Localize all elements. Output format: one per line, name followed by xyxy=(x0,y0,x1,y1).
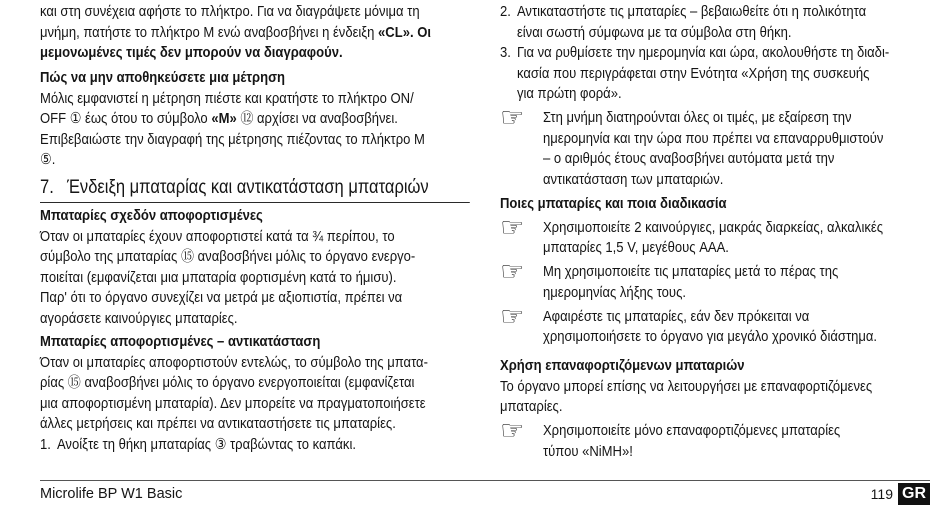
text-line: Επιβεβαιώστε την διαγραφή της μέτρησης πιέζοντας το πλήκτρο M xyxy=(40,130,425,148)
page-number: 119 xyxy=(870,486,893,502)
text-line: Αντικαταστήστε τις μπαταρίες – βεβαιωθείτε ότι η πολικότητα xyxy=(516,3,867,20)
text-line: Για να ρυθμίσετε την ημερομηνία και ώρα, ακολουθήστε τη διαδι- xyxy=(516,44,890,61)
subheading: Μπαταρίες αποφορτισμένες – αντικατάσταση xyxy=(40,333,321,350)
section-heading xyxy=(40,177,470,203)
text-line: τύπου «NiMH»! xyxy=(542,442,633,460)
numbered-step xyxy=(40,435,470,456)
paragraph xyxy=(40,227,470,330)
section-number: 7. xyxy=(40,176,54,198)
text-line: και στη συνέχεια αφήστε το πλήκτρο. Για να διαγράψετε μόνιμα τη xyxy=(40,3,420,20)
subheading: Πώς να μην αποθηκεύσετε μια μέτρηση xyxy=(40,69,285,86)
text-line: – ο αριθμός έτους αναβοσβήνει αυτόματα μετά την xyxy=(542,150,835,167)
paragraph xyxy=(40,353,470,435)
text-line: Ανοίξτε τη θήκη μπαταρίας ③ τραβώντας το καπάκι. xyxy=(56,435,356,453)
text-line: Μη χρησιμοποιείτε τις μπαταρίες μετά το πέρας της xyxy=(542,263,839,280)
note xyxy=(500,108,930,190)
text-line: ημερομηνίας λήξης τους. xyxy=(542,283,686,301)
step-number: 2. xyxy=(500,3,511,20)
footer-product-name: Microlife BP W1 Basic xyxy=(40,486,183,502)
note xyxy=(500,262,930,303)
paragraph xyxy=(40,2,470,64)
text-line: χρησιμοποιήσετε το όργανο για μεγάλο χρονικό διάστημα. xyxy=(542,328,878,345)
bold-text: μεμονωμένες τιμές δεν μπορούν να διαγραφούν. xyxy=(40,44,343,61)
right-text-column xyxy=(500,2,930,462)
left-text-column xyxy=(40,2,470,455)
text-line xyxy=(40,23,470,44)
note-text xyxy=(543,218,883,259)
text-line: μια αποφορτισμένη μπαταρία). Δεν μπορείτε να πραγματοποιήσετε xyxy=(40,394,426,412)
subheading: Μπαταρίες σχεδόν αποφορτισμένες xyxy=(40,207,263,224)
text-line: Αφαιρέστε τις μπαταρίες, εάν δεν πρόκειται να xyxy=(542,307,810,325)
text-line: αγοράσετε καινούργιες μπαταρίες. xyxy=(40,309,238,327)
step-number: 3. xyxy=(500,44,511,61)
note xyxy=(500,218,930,259)
language-badge: GR xyxy=(898,483,930,505)
bold-text: «M» xyxy=(211,110,237,127)
text-line: μπαταρίες 1,5 V, μεγέθους AAA. xyxy=(542,239,729,256)
note-text xyxy=(543,262,838,303)
text-line xyxy=(40,109,470,130)
text-line: ποιείται (εμφανίζεται μια μπαταρία φορτισμένη κατά το ήμισυ). xyxy=(40,268,397,286)
text-line: άλλες μετρήσεις και πρέπει να αντικαταστήσετε τις μπαταρίες. xyxy=(40,415,396,432)
text-line: ρίας ⑮ αναβοσβήνει μόλις το όργανο ενεργοποιείται (εμφανίζεται xyxy=(40,374,415,391)
numbered-step xyxy=(500,43,930,105)
text-segment: ⑫ αρχίσει να αναβοσβήνει. xyxy=(236,110,398,127)
text-line: κασία που περιγράφεται στην Ενότητα «Χρήση της συσκευής xyxy=(516,64,870,82)
text-segment: μνήμη, πατήστε το πλήκτρο M ενώ αναβοσβήνει η ένδειξη xyxy=(40,23,379,41)
bold-text: «CL». Οι xyxy=(378,23,431,41)
subheading: Ποιες μπαταρίες και ποια διαδικασία xyxy=(500,194,727,212)
text-segment: OFF ① έως ότου το σύμβολο xyxy=(40,110,212,127)
text-line: για πρώτη φορά». xyxy=(516,85,622,102)
pointing-hand-icon xyxy=(500,262,543,283)
note-text xyxy=(543,421,840,462)
text-line xyxy=(40,43,470,64)
text-line: Χρησιμοποιείτε 2 καινούργιες, μακράς διαρκείας, αλκαλικές xyxy=(542,218,883,236)
paragraph xyxy=(40,89,470,171)
pointing-hand-icon xyxy=(500,307,543,328)
pointing-hand-icon xyxy=(500,108,543,129)
section-title: Ένδειξη μπαταρίας και αντικατάσταση μπαταριών xyxy=(66,176,429,198)
note xyxy=(500,307,930,348)
paragraph xyxy=(500,377,930,418)
text-line: Όταν οι μπαταρίες αποφορτιστούν εντελώς, το σύμβολο της μπατα- xyxy=(40,353,428,371)
text-line: είναι σωστή σύμφωνα με τα σύμβολα στη θήκη. xyxy=(516,23,792,41)
text-line: σύμβολο της μπαταρίας ⑮ αναβοσβήνει μόλις το όργανο ενεργο- xyxy=(40,248,416,265)
step-text xyxy=(57,435,356,456)
text-line: Μόλις εμφανιστεί η μέτρηση πιέστε και κρατήστε το πλήκτρο ON/ xyxy=(40,89,414,107)
text-line: Όταν οι μπαταρίες έχουν αποφορτιστεί κατά τα ¾ περίπου, το xyxy=(40,227,395,245)
footer-divider xyxy=(40,480,930,481)
step-number: 1. xyxy=(40,435,51,453)
numbered-step xyxy=(500,2,930,43)
text-line: Στη μνήμη διατηρούνται όλες οι τιμές, με εξαίρεση την xyxy=(542,109,852,126)
pointing-hand-icon xyxy=(500,218,543,239)
step-text xyxy=(517,2,866,43)
text-line: ημερομηνία και την ώρα που πρέπει να επαναρρυθμιστούν xyxy=(542,129,884,147)
text-line: ⑤. xyxy=(40,151,56,168)
note-text xyxy=(543,108,883,190)
text-line: αντικατάσταση των μπαταριών. xyxy=(542,170,724,188)
pointing-hand-icon xyxy=(500,421,543,442)
text-line: μπαταρίες. xyxy=(500,398,563,415)
text-line: Το όργανο μπορεί επίσης να λειτουργήσει με επαναφορτιζόμενες xyxy=(500,377,873,395)
text-line: Παρ' ότι το όργανο συνεχίζει να μετρά με αξιοπιστία, πρέπει να xyxy=(40,289,403,306)
text-line: Χρησιμοποιείτε μόνο επαναφορτιζόμενες μπαταρίες xyxy=(542,422,841,439)
note-text xyxy=(543,307,877,348)
step-text xyxy=(517,43,889,105)
subheading: Χρήση επαναφορτιζόμενων μπαταριών xyxy=(500,357,745,374)
note xyxy=(500,421,930,462)
